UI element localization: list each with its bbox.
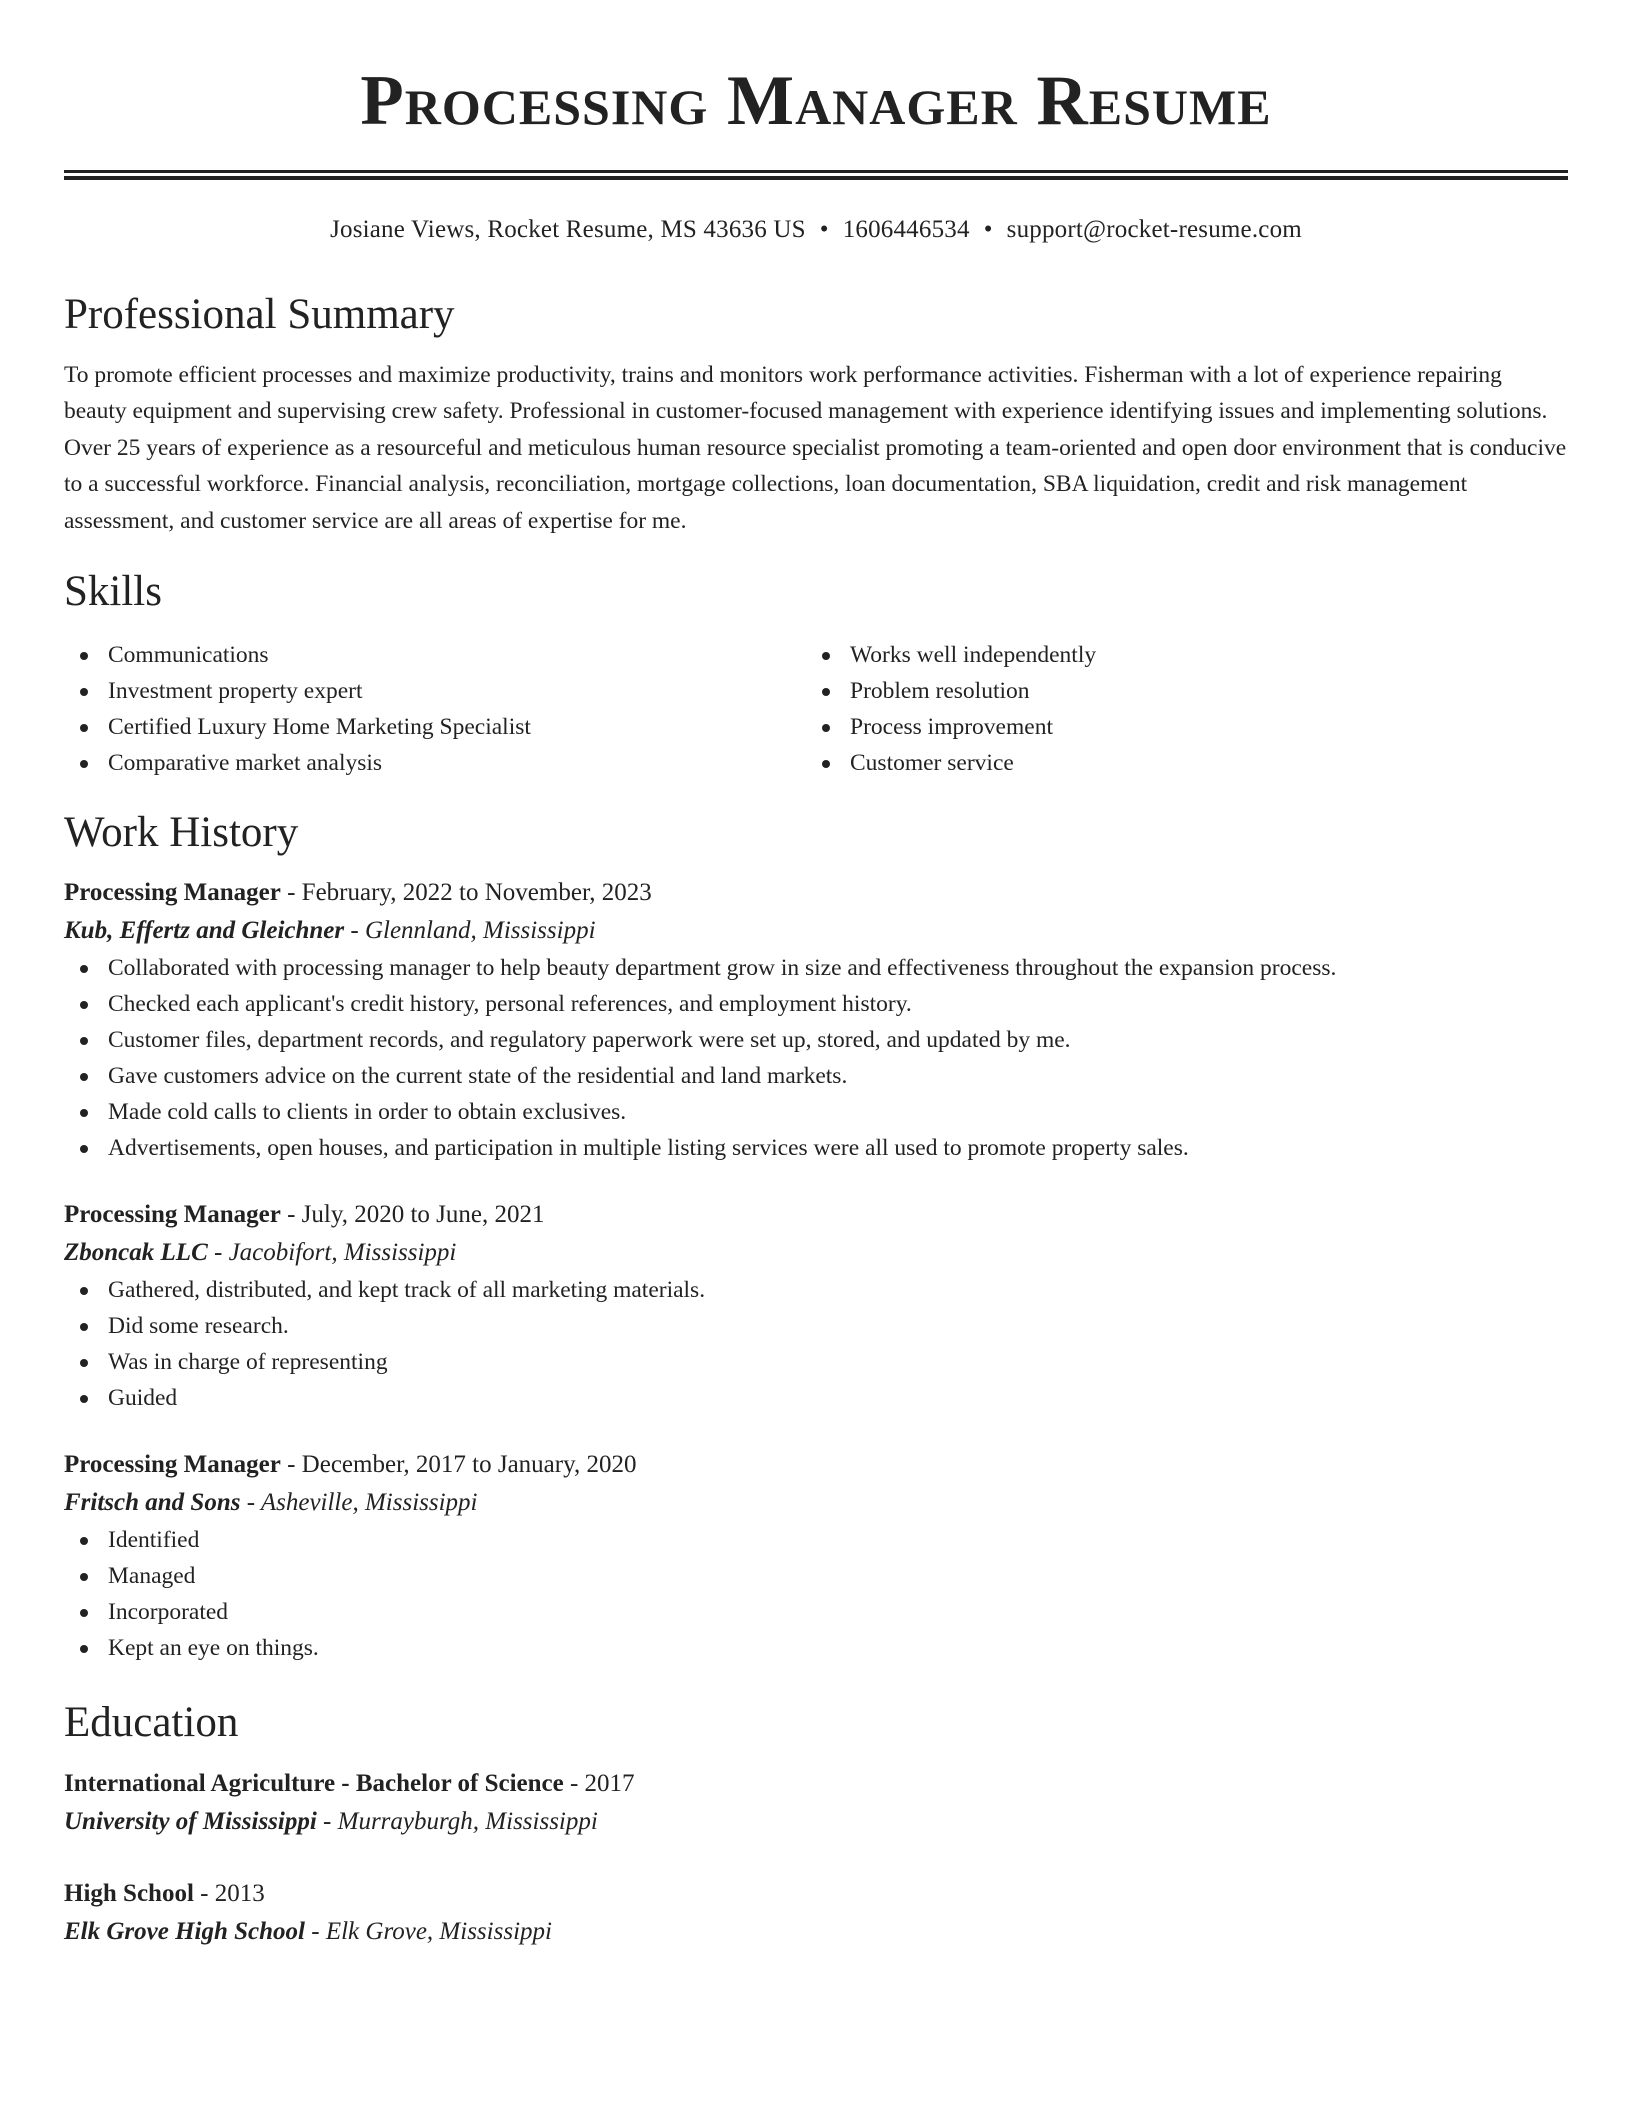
work-history-heading: Work History xyxy=(64,808,299,856)
skill-item: Comparative market analysis xyxy=(64,745,806,781)
education-entry xyxy=(64,1875,1568,1951)
job-duty: Gave customers advice on the current state of the residential and land markets. xyxy=(64,1058,1568,1094)
job-dates: - December, 2017 to January, 2020 xyxy=(280,1451,637,1479)
job-company-line xyxy=(64,1234,1568,1272)
education-year: - 2013 xyxy=(193,1879,265,1907)
job-title: Processing Manager xyxy=(64,879,281,907)
job-company-line xyxy=(64,912,1568,950)
job-duty: Collaborated with processing manager to help beauty department grow in size and effectiveness throughout the expansion process. xyxy=(64,950,1568,986)
job-location: - Glennland, Mississippi xyxy=(344,917,596,945)
skills-list xyxy=(64,637,1568,781)
job-duty: Checked each applicant's credit history, personal references, and employment history. xyxy=(64,986,1568,1022)
education-entry xyxy=(64,1765,1568,1841)
job-entry xyxy=(64,1446,1568,1666)
job-duty: Incorporated xyxy=(64,1594,1568,1630)
education-degree: High School xyxy=(64,1879,194,1907)
job-location: - Jacobifort, Mississippi xyxy=(207,1239,457,1267)
job-duty: Gathered, distributed, and kept track of all marketing materials. xyxy=(64,1272,1568,1308)
education-heading: Education xyxy=(64,1699,239,1747)
job-title-line xyxy=(64,874,1568,912)
skill-item: Process improvement xyxy=(806,709,1548,745)
job-duties xyxy=(64,1522,1568,1666)
job-title: Processing Manager xyxy=(64,1451,281,1479)
job-company: Zboncak LLC xyxy=(64,1239,208,1267)
job-duty: Kept an eye on things. xyxy=(64,1630,1568,1666)
education-degree-line xyxy=(64,1765,1568,1803)
resume-title: Processing Manager Resume xyxy=(360,62,1272,140)
education-year: - 2017 xyxy=(563,1769,635,1797)
job-title-line xyxy=(64,1446,1568,1484)
education-degree: International Agriculture - Bachelor of Science xyxy=(64,1769,564,1797)
job-duty: Guided xyxy=(64,1380,1568,1416)
skills-heading: Skills xyxy=(64,568,162,616)
skill-item: Communications xyxy=(64,637,806,673)
education-location: - Elk Grove, Mississippi xyxy=(305,1917,552,1945)
job-duty: Made cold calls to clients in order to obtain exclusives. xyxy=(64,1094,1568,1130)
job-company: Fritsch and Sons xyxy=(64,1489,241,1517)
job-dates: - February, 2022 to November, 2023 xyxy=(280,879,652,907)
contact-separator: • xyxy=(819,216,829,243)
title-divider xyxy=(64,170,1568,180)
education-school-line xyxy=(64,1913,1568,1951)
skills-column-left xyxy=(64,637,806,781)
education-school: University of Mississippi xyxy=(64,1807,317,1835)
job-dates: - July, 2020 to June, 2021 xyxy=(280,1201,545,1229)
job-duties xyxy=(64,1272,1568,1416)
skill-item: Investment property expert xyxy=(64,673,806,709)
job-duties xyxy=(64,950,1568,1166)
skill-item: Customer service xyxy=(806,745,1548,781)
skills-column-right xyxy=(806,637,1548,781)
job-location: - Asheville, Mississippi xyxy=(240,1489,478,1517)
job-company: Kub, Effertz and Gleichner xyxy=(64,917,345,945)
job-duty: Customer files, department records, and regulatory paperwork were set up, stored, and updated by me. xyxy=(64,1022,1568,1058)
job-duty: Identified xyxy=(64,1522,1568,1558)
job-duty: Did some research. xyxy=(64,1308,1568,1344)
job-duty: Advertisements, open houses, and participation in multiple listing services were all used to promote property sales. xyxy=(64,1130,1568,1166)
job-title-line xyxy=(64,1196,1568,1234)
contact-phone: 1606446534 xyxy=(842,216,970,243)
contact-email: support@rocket-resume.com xyxy=(1006,216,1302,243)
contact-separator: • xyxy=(983,216,993,243)
education-location: - Murrayburgh, Mississippi xyxy=(316,1807,598,1835)
skill-item: Works well independently xyxy=(806,637,1548,673)
contact-line xyxy=(64,215,1568,245)
job-title: Processing Manager xyxy=(64,1201,281,1229)
job-entry xyxy=(64,1196,1568,1416)
job-company-line xyxy=(64,1484,1568,1522)
education-degree-line xyxy=(64,1875,1568,1913)
job-duty: Managed xyxy=(64,1558,1568,1594)
skill-item: Problem resolution xyxy=(806,673,1548,709)
education-school: Elk Grove High School xyxy=(64,1917,305,1945)
job-entry xyxy=(64,874,1568,1166)
contact-address: Josiane Views, Rocket Resume, MS 43636 US xyxy=(330,216,806,243)
summary-heading: Professional Summary xyxy=(64,291,455,338)
summary-text: To promote efficient processes and maximize productivity, trains and monitors work performance activities. Fisherman with a lot of experience repairing beauty equipment and supervising crew safety. Professional in customer-focused management with experience identifying issues and implementing solutions. Over 25 years of experience as a resourceful and meticulous human resource specialist promoting a team-oriented and open door environment that is conducive to a successful workforce. Financial analysis, reconciliation, mortgage collections, loan documentation, SBA liquidation, credit and risk management assessment, and customer service are all areas of expertise for me. xyxy=(64,361,1567,534)
job-duty: Was in charge of representing xyxy=(64,1344,1568,1380)
education-school-line xyxy=(64,1803,1568,1841)
skill-item: Certified Luxury Home Marketing Specialist xyxy=(64,709,806,745)
